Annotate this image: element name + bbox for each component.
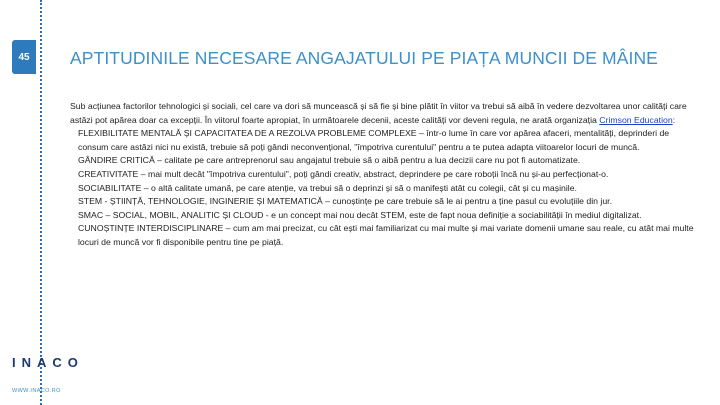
item-flexibilitate: FLEXIBILITATE MENTALĂ ȘI CAPACITATEA DE A REZOLVA PROBLEME COMPLEXE – într-o lume în care vor apărea afaceri, mentalități, deprinderi de consum care astăzi nici nu există, trebuie să poți gândi neconvențional, "împotriva curentului" pentru a te putea adapta viitoarelor locuri de muncă. xyxy=(78,128,670,152)
website-url[interactable]: WWW.INACO.RO xyxy=(12,388,61,394)
item-stem: STEM - ȘTIINȚĂ, TEHNOLOGIE, INGINERIE ȘI MATEMATICĂ – cunoștințe pe care trebuie să le ai pentru a ține pasul cu evoluțiile din jur. xyxy=(78,196,612,207)
item-cunostinte: CUNOȘTINȚE INTERDISCIPLINARE – cum am mai precizat, cu cât ești mai familiarizat cu mai multe și mai variate domenii umane sau reale, cu atât mai multe locuri de muncă vor fi disponibile pentru tine pe piață. xyxy=(78,223,694,247)
item-creativitate: CREATIVITATE – mai mult decât "împotriva curentului", poți gândi creativ, abstract, deprindere pe care roboții încă nu și-au perfecționat-o. xyxy=(78,168,609,179)
inaco-logo xyxy=(12,355,84,370)
item-smac: SMAC – SOCIAL, MOBIL, ANALITIC ȘI CLOUD - e un concept mai nou decât STEM, este de fapt noua definiție a sociabilității în mediul digitalizat. xyxy=(78,209,642,220)
intro-paragraph xyxy=(70,100,694,127)
intro-colon: : xyxy=(672,114,676,125)
item-gandire-critica: GÂNDIRE CRITICĂ – calitate pe care antreprenorul sau angajatul trebuie să o aibă pentru a lua decizii care nu pot fi automatizate. xyxy=(78,155,581,166)
slide-body xyxy=(70,100,694,250)
logo-word: INACO xyxy=(12,355,84,370)
slide-number-badge: 45 xyxy=(12,40,36,74)
dotted-divider-line xyxy=(40,0,42,405)
crimson-education-link[interactable]: Crimson Education xyxy=(599,114,673,125)
intro-text: Sub acțiunea factorilor tehnologici și sociali, cel care va dori să muncească și să fie și bine plătit în viitor va trebui să aibă în vedere dezvoltarea unor calități care astăzi pot apărea doar ca excepții. În viitorul foarte apropiat, în următoarele decenii, aceste calități vor deveni regula, ne arată organizația xyxy=(70,101,687,125)
item-sociabilitate: SOCIABILITATE – o altă calitate umană, pe care atenție, va trebui să o deprinzi și să o manifești atât cu colegii, cât și cu mașinile. xyxy=(78,182,577,193)
slide-title: APTITUDINILE NECESARE ANGAJATULUI PE PIAȚA MUNCII DE MÂINE xyxy=(70,48,658,68)
